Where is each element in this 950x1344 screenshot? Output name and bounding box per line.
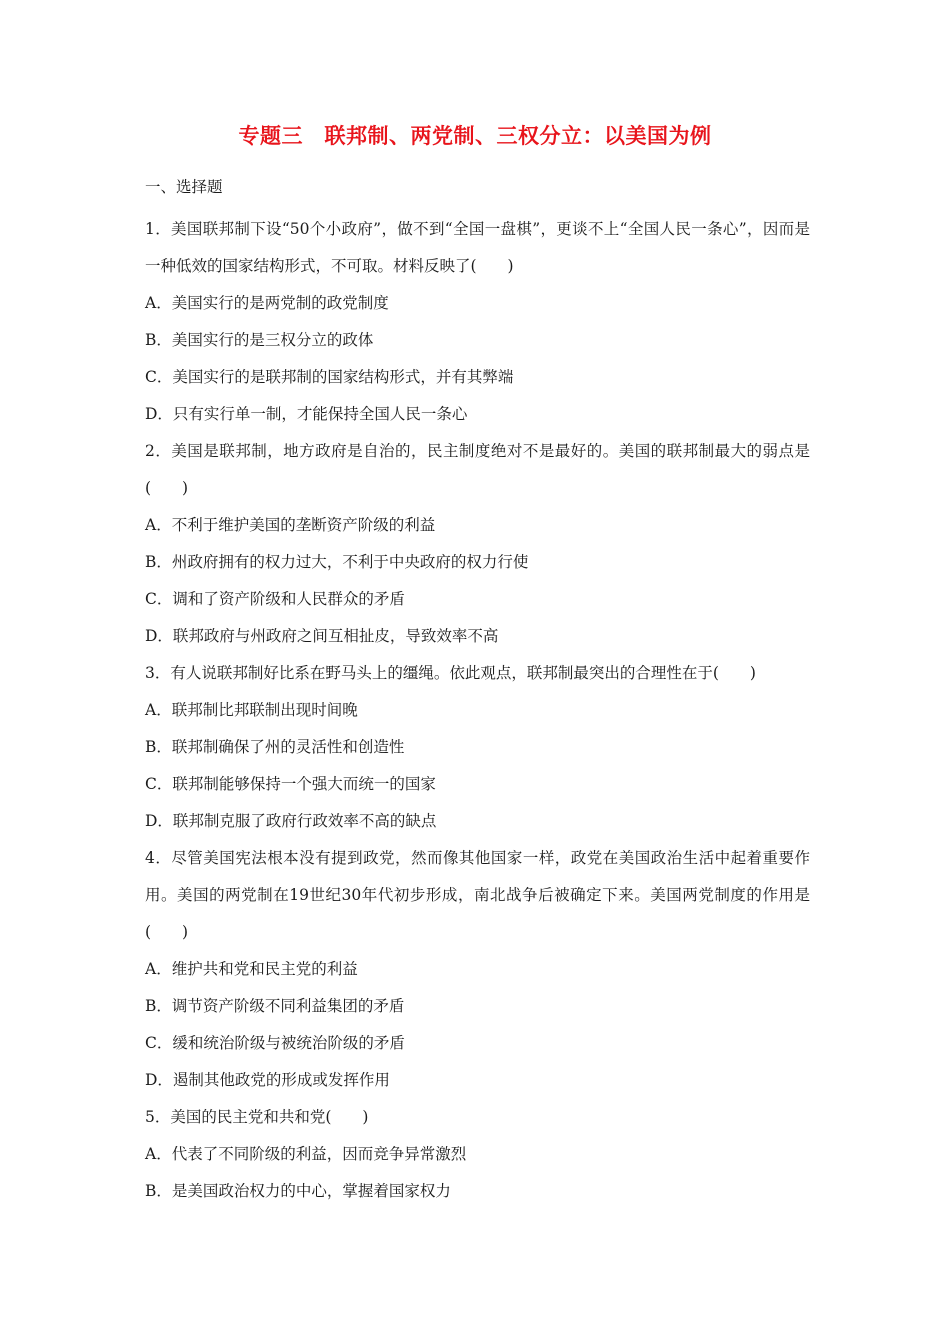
page-title: 专题三 联邦制、两党制、三权分立：以美国为例	[238, 124, 712, 148]
option-a: A．不利于维护美国的垄断资产阶级的利益	[145, 516, 436, 534]
question-1	[145, 211, 810, 433]
option-b: B．调节资产阶级不同利益集团的矛盾	[145, 997, 405, 1015]
option-c: C．联邦制能够保持一个强大而统一的国家	[145, 775, 436, 793]
question-2	[145, 433, 810, 655]
question-stem: 1．美国联邦制下设“50个小政府”，做不到“全国一盘棋”，更谈不上“全国人民一条心”，因而是一种低效的国家结构形式，不可取。材料反映了( )	[145, 220, 810, 275]
question-stem: 3．有人说联邦制好比系在野马头上的缰绳。依此观点，联邦制最突出的合理性在于( )	[145, 664, 756, 682]
question-5	[145, 1099, 810, 1210]
question-stem: 4．尽管美国宪法根本没有提到政党，然而像其他国家一样，政党在美国政治生活中起着重要作用。美国的两党制在19世纪30年代初步形成，南北战争后被确定下来。美国两党制度的作用是( )	[145, 849, 810, 941]
option-a: A．维护共和党和民主党的利益	[145, 960, 358, 978]
option-d: D．只有实行单一制，才能保持全国人民一条心	[145, 405, 468, 423]
question-stem: 2．美国是联邦制，地方政府是自治的，民主制度绝对不是最好的。美国的联邦制最大的弱点是( )	[145, 442, 810, 497]
question-3	[145, 655, 810, 840]
document-body	[145, 174, 810, 1210]
option-d: D．联邦政府与州政府之间互相扯皮，导致效率不高	[145, 627, 499, 645]
question-stem: 5．美国的民主党和共和党( )	[145, 1108, 369, 1126]
option-b: B．美国实行的是三权分立的政体	[145, 331, 374, 349]
option-c: C．缓和统治阶级与被统治阶级的矛盾	[145, 1034, 405, 1052]
option-c: C．调和了资产阶级和人民群众的矛盾	[145, 590, 405, 608]
option-a: A．联邦制比邦联制出现时间晚	[145, 701, 358, 719]
section-heading: 一、选择题	[145, 178, 223, 196]
question-4	[145, 840, 810, 1099]
option-b: B．联邦制确保了州的灵活性和创造性	[145, 738, 405, 756]
option-c: C．美国实行的是联邦制的国家结构形式，并有其弊端	[145, 368, 514, 386]
option-b: B．州政府拥有的权力过大，不利于中央政府的权力行使	[145, 553, 529, 571]
option-a: A．代表了不同阶级的利益，因而竞争异常激烈	[145, 1145, 467, 1163]
option-d: D．联邦制克服了政府行政效率不高的缺点	[145, 812, 437, 830]
option-a: A．美国实行的是两党制的政党制度	[145, 294, 389, 312]
option-d: D．遏制其他政党的形成或发挥作用	[145, 1071, 390, 1089]
option-b: B．是美国政治权力的中心，掌握着国家权力	[145, 1182, 451, 1200]
